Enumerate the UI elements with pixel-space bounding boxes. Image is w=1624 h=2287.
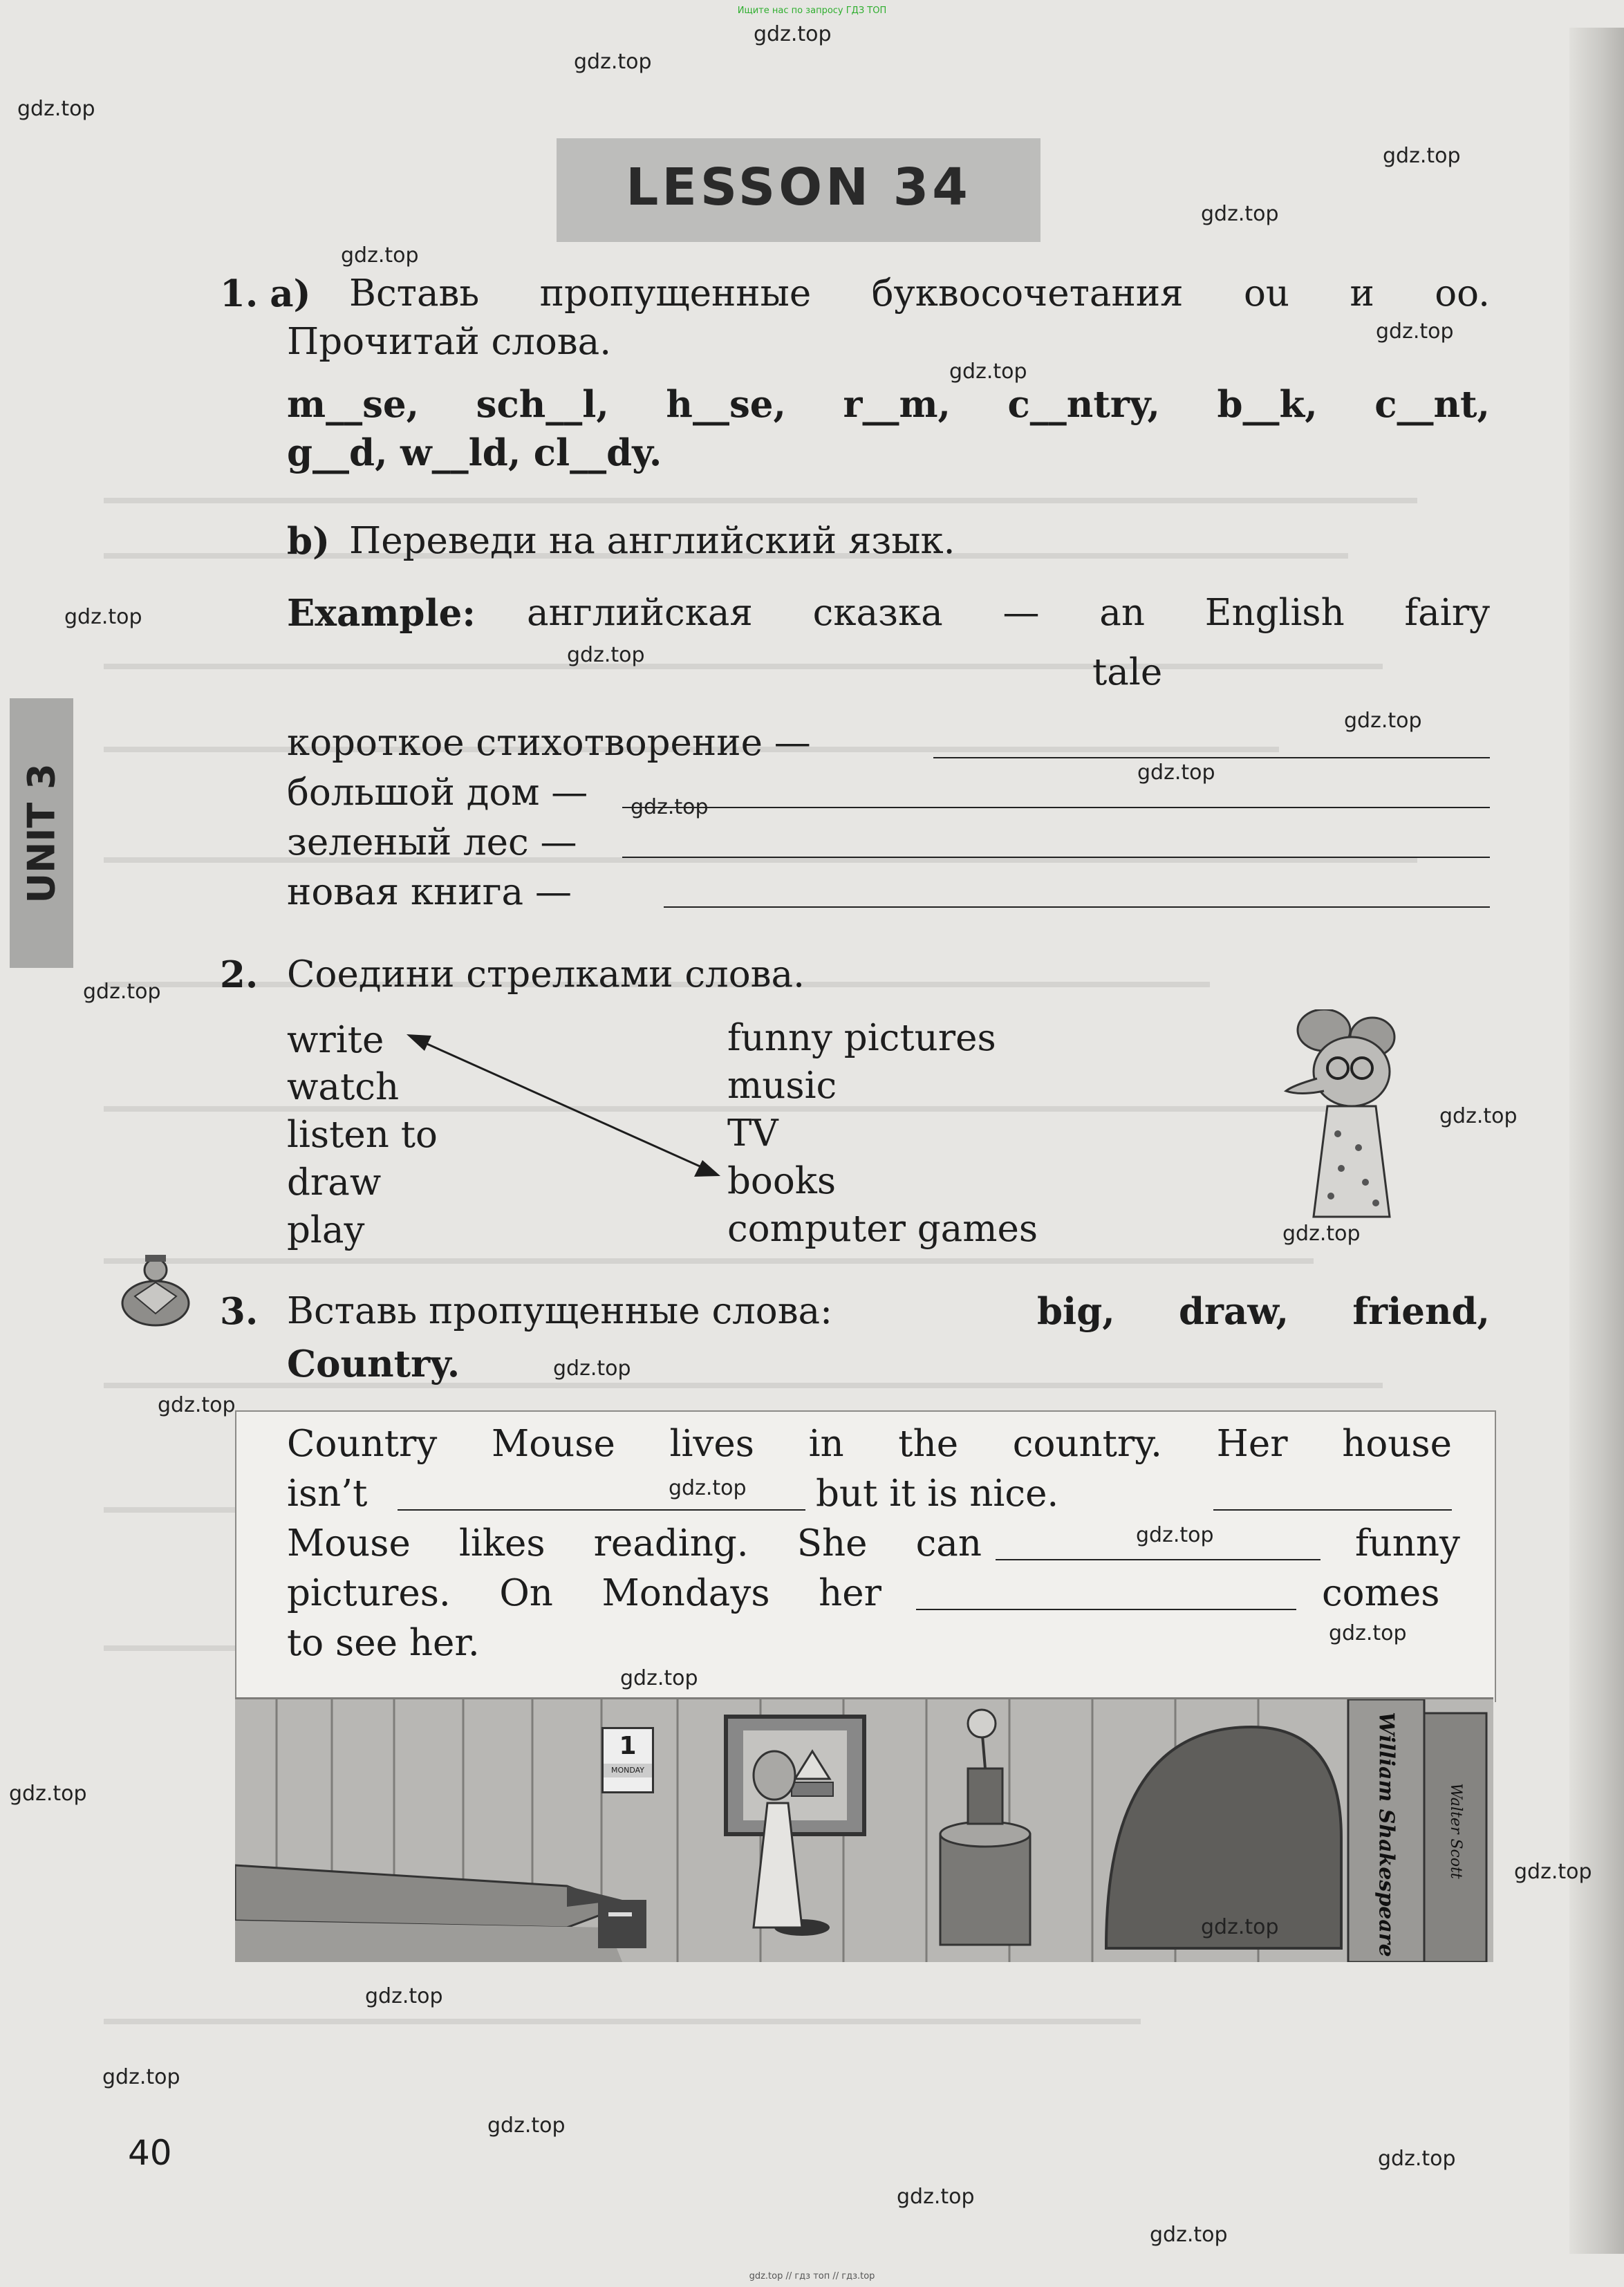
calendar-day: 1 bbox=[619, 1732, 637, 1760]
arrowhead-right-icon bbox=[694, 1160, 720, 1177]
ex2-left-word-2[interactable]: watch bbox=[287, 1066, 400, 1108]
ex3-text-line-2b: but it is nice. bbox=[816, 1473, 1059, 1515]
book-spine-shakespeare bbox=[1369, 1711, 1403, 1957]
ex1-a-label: a) bbox=[270, 272, 311, 315]
room-scene bbox=[235, 1699, 1493, 1962]
book-title-shakespeare: William Shakespeare bbox=[1374, 1711, 1399, 1957]
watermark: gdz.top bbox=[1282, 1222, 1361, 1246]
watermark: gdz.top bbox=[631, 795, 709, 819]
watermark: gdz.top bbox=[669, 1476, 747, 1500]
watermark: gdz.top bbox=[1378, 2147, 1456, 2171]
answer-line-phrase-2[interactable] bbox=[622, 807, 1490, 808]
watermark: gdz.top bbox=[9, 1782, 87, 1806]
ex3-text-line-3a: Mouse likes reading. She can bbox=[287, 1522, 982, 1565]
ex2-right-word-1[interactable]: funny pictures bbox=[727, 1017, 996, 1059]
bottom-banner: gdz.top // гдз топ // гдз.top bbox=[749, 2271, 875, 2281]
answer-line-phrase-1[interactable] bbox=[933, 757, 1490, 758]
ex1-example-continuation: tale bbox=[1092, 651, 1163, 693]
watermark: gdz.top bbox=[158, 1393, 236, 1417]
country-mouse-room-illustration bbox=[235, 1697, 1493, 1962]
ex3-text-line-3b: funny bbox=[1355, 1522, 1460, 1565]
ex1-words-line-2: g__d, w__ld, cl__dy. bbox=[287, 431, 662, 474]
watermark: gdz.top bbox=[1439, 1104, 1518, 1128]
ex2-left-word-1[interactable]: write bbox=[287, 1019, 384, 1061]
watermark: gdz.top bbox=[1383, 144, 1461, 168]
watermark: gdz.top bbox=[1376, 319, 1454, 344]
arrowhead-left-icon bbox=[407, 1034, 431, 1051]
ex2-number: 2. bbox=[220, 953, 259, 996]
page-spine-shadow bbox=[1569, 28, 1624, 2254]
ex1-phrase-2: большой дом — bbox=[287, 772, 588, 814]
wall-calendar bbox=[601, 1727, 654, 1793]
ex3-number: 3. bbox=[220, 1290, 259, 1333]
ex2-right-word-4[interactable]: books bbox=[727, 1160, 837, 1202]
ex1-example-text: английская сказка — an English fairy bbox=[527, 592, 1490, 634]
ex3-blank-1[interactable] bbox=[398, 1509, 805, 1511]
watermark: gdz.top bbox=[574, 50, 652, 74]
answer-line-phrase-3[interactable] bbox=[622, 857, 1490, 858]
book-title-scott: Walter Scott bbox=[1446, 1782, 1464, 1879]
ex3-blank-4[interactable] bbox=[916, 1609, 1296, 1610]
unit-tab-label: UNIT 3 bbox=[19, 763, 64, 904]
watermark: gdz.top bbox=[1136, 1523, 1214, 1547]
ex1-words-line-1: m__se, sch__l, h__se, r__m, c__ntry, b__k, c__nt, bbox=[287, 383, 1490, 426]
watermark: gdz.top bbox=[897, 2185, 975, 2209]
mouse-with-glasses-illustration bbox=[1251, 1009, 1410, 1224]
ex1-a-instruction-1: Вставь пропущенные буквосочетания ou и oo. bbox=[349, 272, 1490, 315]
answer-line-phrase-4[interactable] bbox=[664, 906, 1490, 908]
watermark: gdz.top bbox=[949, 360, 1027, 384]
ex3-word-bank-cont: Country. bbox=[287, 1343, 460, 1385]
watermark: gdz.top bbox=[341, 243, 419, 268]
watermark: gdz.top bbox=[1344, 709, 1422, 733]
ex1-a-instruction-2: Прочитай слова. bbox=[287, 321, 612, 363]
ex3-text-line-2a: isn’t bbox=[287, 1473, 368, 1515]
watermark: gdz.top bbox=[754, 22, 832, 46]
ex1-b-label: b) bbox=[287, 520, 330, 563]
ex1-phrase-3: зеленый лес — bbox=[287, 821, 577, 864]
connecting-arrow bbox=[401, 1023, 733, 1189]
ex3-instruction: Вставь пропущенные слова: bbox=[287, 1290, 832, 1332]
ex2-left-word-5[interactable]: play bbox=[287, 1209, 365, 1251]
turtle-icon bbox=[114, 1255, 197, 1334]
ex2-left-word-4[interactable]: draw bbox=[287, 1161, 382, 1204]
ex2-left-word-3[interactable]: listen to bbox=[287, 1114, 438, 1156]
watermark: gdz.top bbox=[102, 2065, 180, 2089]
watermark: gdz.top bbox=[365, 1984, 443, 2008]
ex1-b-instruction: Переведи на английский язык. bbox=[349, 520, 955, 562]
ex2-right-word-5[interactable]: computer games bbox=[727, 1208, 1038, 1250]
ex2-right-word-3[interactable]: TV bbox=[727, 1112, 778, 1155]
watermark: gdz.top bbox=[620, 1666, 698, 1690]
top-banner: Ищите нас по запросу ГДЗ ТОП bbox=[737, 6, 887, 16]
lesson-title: LESSON 34 bbox=[626, 158, 971, 217]
watermark: gdz.top bbox=[1150, 2223, 1228, 2247]
ex2-instruction: Соедини стрелками слова. bbox=[287, 953, 805, 996]
ex3-blank-3[interactable] bbox=[996, 1559, 1320, 1560]
ex1-example-label: Example: bbox=[287, 592, 476, 635]
ex3-text-line-1: Country Mouse lives in the country. Her house bbox=[287, 1423, 1452, 1465]
ex1-number-label bbox=[220, 270, 311, 319]
watermark: gdz.top bbox=[1329, 1621, 1407, 1645]
watermark: gdz.top bbox=[17, 97, 95, 121]
ex2-right-word-2[interactable]: music bbox=[727, 1065, 837, 1107]
watermark: gdz.top bbox=[1201, 1915, 1279, 1939]
unit-tab-label-wrap bbox=[10, 698, 73, 968]
ex3-text-line-5: to see her. bbox=[287, 1622, 480, 1664]
watermark: gdz.top bbox=[553, 1356, 631, 1381]
watermark: gdz.top bbox=[1201, 202, 1279, 226]
ex3-text-line-4a: pictures. On Mondays her bbox=[287, 1572, 881, 1614]
ex1-number: 1. bbox=[220, 272, 259, 315]
watermark: gdz.top bbox=[83, 980, 161, 1004]
ex3-blank-2[interactable] bbox=[1213, 1509, 1452, 1511]
watermark: gdz.top bbox=[64, 605, 142, 629]
ex3-word-bank: big, draw, friend, bbox=[1037, 1290, 1490, 1333]
watermark: gdz.top bbox=[567, 643, 645, 667]
calendar-label: MONDAY bbox=[604, 1764, 652, 1777]
book-spine-scott bbox=[1438, 1741, 1473, 1921]
ex1-phrase-4: новая книга — bbox=[287, 871, 572, 913]
ex1-phrase-1: короткое стихотворение — bbox=[287, 722, 811, 764]
watermark: gdz.top bbox=[487, 2113, 566, 2138]
ex3-text-line-4b: comes bbox=[1322, 1572, 1440, 1614]
watermark: gdz.top bbox=[1137, 760, 1215, 785]
page-number: 40 bbox=[128, 2133, 172, 2173]
watermark: gdz.top bbox=[1514, 1860, 1592, 1884]
